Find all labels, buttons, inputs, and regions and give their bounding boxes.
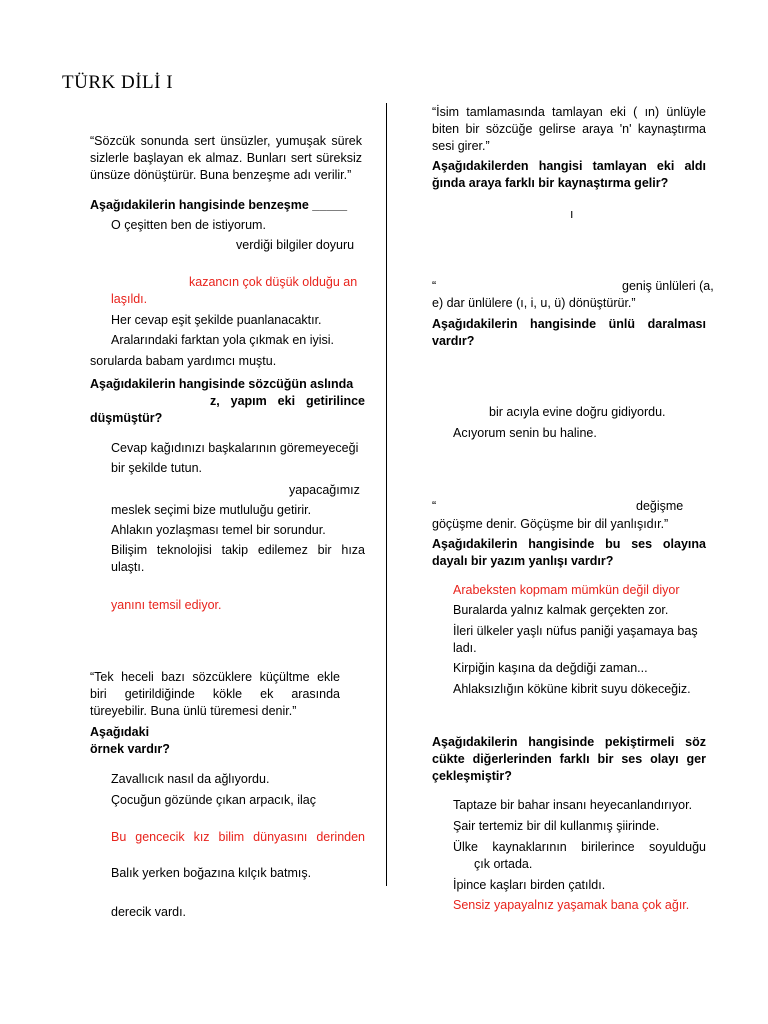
q7-option-2: Şair tertemiz bir dil kullanmış şiirinde. — [453, 819, 660, 833]
q6-intro-line1: değişme — [636, 499, 684, 513]
q2-question-line1: Aşağıdakilerin hangisinde sözcüğün aslında — [90, 377, 354, 391]
q4-fragment: ı — [570, 207, 574, 221]
q4-intro: “İsim tamlamasında tamlayan eki ( ın) ünlüyle biten bir sözcüğe gelirse araya 'n' kaynaştırma sesi girer.” — [432, 105, 706, 153]
q1-option-6: sorularda babam yardımcı muştu. — [90, 354, 277, 368]
q1-option-3-line1: kazancın çok düşük olduğu an — [189, 275, 358, 289]
q3-option-5: derecik vardı. — [111, 905, 187, 919]
column-divider — [386, 103, 387, 886]
q2-option-1-line2: bir şekilde tutun. — [111, 461, 203, 475]
q5-option-1: bir acıyla evine doğru gidiyordu. — [489, 405, 666, 419]
q7-option-4: İpince kaşları birden çatıldı. — [453, 878, 606, 892]
q6-option-5: Ahlaksızlığın köküne kibrit suyu dökeceğiz. — [453, 682, 691, 696]
q1-option-5: Aralarındaki farktan yola çıkmak en iyisi. — [111, 333, 335, 347]
q3-option-4: Balık yerken boğazına kılçık batmış. — [111, 866, 312, 880]
q5-intro-open-quote: “ — [432, 279, 437, 293]
q2-option-3: meslek seçimi bize mutluluğu getirir. — [111, 503, 312, 517]
q1-question: Aşağıdakilerin hangisinde benzeşme _____ — [90, 198, 348, 212]
q7-option-1: Taptaze bir bahar insanı heyecanlandırıyor. — [453, 798, 693, 812]
q6-option-3-line1: İleri ülkeler yaşlı nüfus paniği yaşamaya baş — [453, 624, 698, 638]
q7-option-3-line2: çık ortada. — [474, 857, 533, 871]
q6-option-3-line2: ladı. — [453, 641, 477, 655]
q2-question-line2: z, yapım eki getirilince — [210, 394, 365, 408]
page-title: TÜRK DİLİ I — [62, 72, 174, 93]
q6-intro-open-quote: “ — [432, 499, 437, 513]
q1-intro: “Sözcük sonunda sert ünsüzler, yumuşak sürek sizlerle başlayan ek almaz. Bunları sert süreksiz ünsüze dönüştürür. Buna benzeşme adı verilir.” — [90, 134, 362, 182]
q3-option-2: Çocuğun gözünde çıkan arpacık, ilaç — [111, 793, 316, 807]
q2-option-1-line1: Cevap kağıdınızı başkalarının göremeyeceği — [111, 441, 359, 455]
q7-option-5: Sensiz yapayalnız yaşamak bana çok ağır. — [453, 898, 690, 912]
q2-option-4: Ahlakın yozlaşması temel bir sorundur. — [111, 523, 326, 537]
q2-option-2: yapacağımız — [289, 483, 360, 497]
q1-option-3-line2: laşıldı. — [111, 292, 148, 306]
q5-option-2: Acıyorum senin bu haline. — [453, 426, 597, 440]
q4-question: Aşağıdakilerden hangisi tamlayan eki aldı ğında araya farklı bir kaynaştırma gelir? — [432, 159, 706, 190]
q7-question: Aşağıdakilerin hangisinde pekiştirmeli söz cükte diğerlerinden farklı bir ses olayı ger çekleşmiştir? — [432, 735, 706, 783]
q7-option-3-line1: Ülke kaynaklarının birilerince soyulduğu — [453, 840, 706, 854]
q6-option-4: Kirpiğin kaşına da değdiği zaman... — [453, 661, 648, 675]
q6-option-2: Buralarda yalnız kalmak gerçekten zor. — [453, 603, 669, 617]
q3-option-1: Zavallıcık nasıl da ağlıyordu. — [111, 772, 270, 786]
q1-option-4: Her cevap eşit şekilde puanlanacaktır. — [111, 313, 322, 327]
q1-option-2: verdiği bilgiler doyuru — [236, 238, 355, 252]
q3-question-line2: örnek vardır? — [90, 742, 170, 756]
q2-option-6: yanını temsil ediyor. — [111, 598, 222, 612]
q2-question-line3: düşmüştür? — [90, 411, 163, 425]
q5-intro-line1: geniş ünlüleri (a, — [622, 279, 714, 293]
q5-intro-line2: e) dar ünlülere (ı, i, u, ü) dönüştürür.” — [432, 296, 636, 310]
q3-option-3: Bu gencecik kız bilim dünyasını derinden — [111, 830, 365, 844]
q1-option-1: O çeşitten ben de istiyorum. — [111, 218, 266, 232]
q6-intro-line2: göçüşme denir. Göçüşme bir dil yanlışıdır.” — [432, 517, 669, 531]
q5-question: Aşağıdakilerin hangisinde ünlü daralması vardır? — [432, 317, 706, 348]
q6-option-1: Arabeksten kopmam mümkün değil diyor — [453, 583, 680, 597]
q2-option-5: Bilişim teknolojisi takip edilemez bir hıza ulaştı. — [111, 543, 365, 574]
q3-question-line1: Aşağıdaki — [90, 725, 150, 739]
q3-intro: “Tek heceli bazı sözcüklere küçültme ekle biri getirildiğinde kökle ek arasında türeyebilir. Buna ünlü türemesi denir.” — [90, 670, 340, 718]
q6-question: Aşağıdakilerin hangisinde bu ses olayına dayalı bir yazım yanlışı vardır? — [432, 537, 706, 568]
